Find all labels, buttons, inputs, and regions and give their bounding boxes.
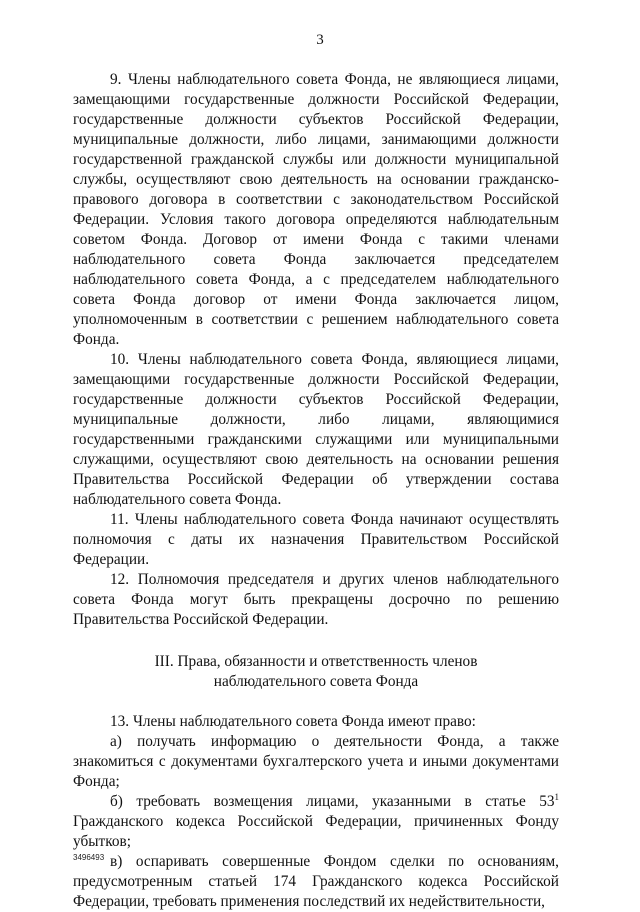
item-a: а) получать информацию о деятельности Фонда, а также знакомиться с документами бухгалтерского учета и иными документами Фонда; <box>73 733 559 790</box>
paragraph-11: 11. Члены наблюдательного совета Фонда начинают осуществлять полномочия с даты их назначения Правительством Российской Федерации. <box>73 511 559 568</box>
page-number: 3 <box>316 32 324 48</box>
paragraph-10: 10. Члены наблюдательного совета Фонда, являющиеся лицами, замещающими государственные должности Российской Федерации, государственные должности субъектов Российской Федерации, муниципальные должности, либо лицами, являющимися государственными гражданскими служащими или муниципальными служащими, осуществляют свою деятельность на основании решения Правительства Российской Федерации об утверждении состава наблюдательного совета Фонда. <box>73 351 559 508</box>
paragraph-9: 9. Члены наблюдательного совета Фонда, не являющиеся лицами, замещающими государственные должности Российской Федерации, государственные должности субъектов Российской Федерации, муниципальные должности, либо лицами, занимающими должности государственной гражданской службы или должности муниципальной службы, осуществляют свою деятельность на основании гражданско-правового договора в соответствии с законодательством Российской Федерации. Условия такого договора определяются наблюдательным советом Фонда. Договор от имени Фонда с такими членами наблюдательного совета Фонда заключается председателем наблюдательного совета Фонда, а с председателем наблюдательного совета Фонда договор от имени Фонда заключается лицом, уполномоченным в соответствии с решением наблюдательного совета Фонда. <box>73 71 559 348</box>
section-heading <box>73 652 559 692</box>
item-b <box>73 792 559 852</box>
item-b-text-end: Гражданского кодекса Российской Федерации, причиненных Фонду убытков; <box>73 813 559 850</box>
item-v: в) оспаривать совершенные Фондом сделки по основаниям, предусмотренным статьей 174 Гражданского кодекса Российской Федерации, требовать применения последствий их недействительности, <box>73 853 559 910</box>
document-code: 3496493 <box>73 853 105 862</box>
item-b-text-start: б) требовать возмещения лицами, указанными в статье 53 <box>110 793 555 810</box>
section-heading-line-2: наблюдательного совета Фонда <box>213 673 419 690</box>
document-body <box>73 70 559 912</box>
section-heading-line-1: III. Права, обязанности и ответственность членов <box>154 653 478 670</box>
article-superscript: 1 <box>554 791 559 802</box>
paragraph-12: 12. Полномочия председателя и других членов наблюдательного совета Фонда могут быть прекращены досрочно по решению Правительства Российской Федерации. <box>73 571 559 628</box>
paragraph-13: 13. Члены наблюдательного совета Фонда имеют право: <box>110 713 476 730</box>
